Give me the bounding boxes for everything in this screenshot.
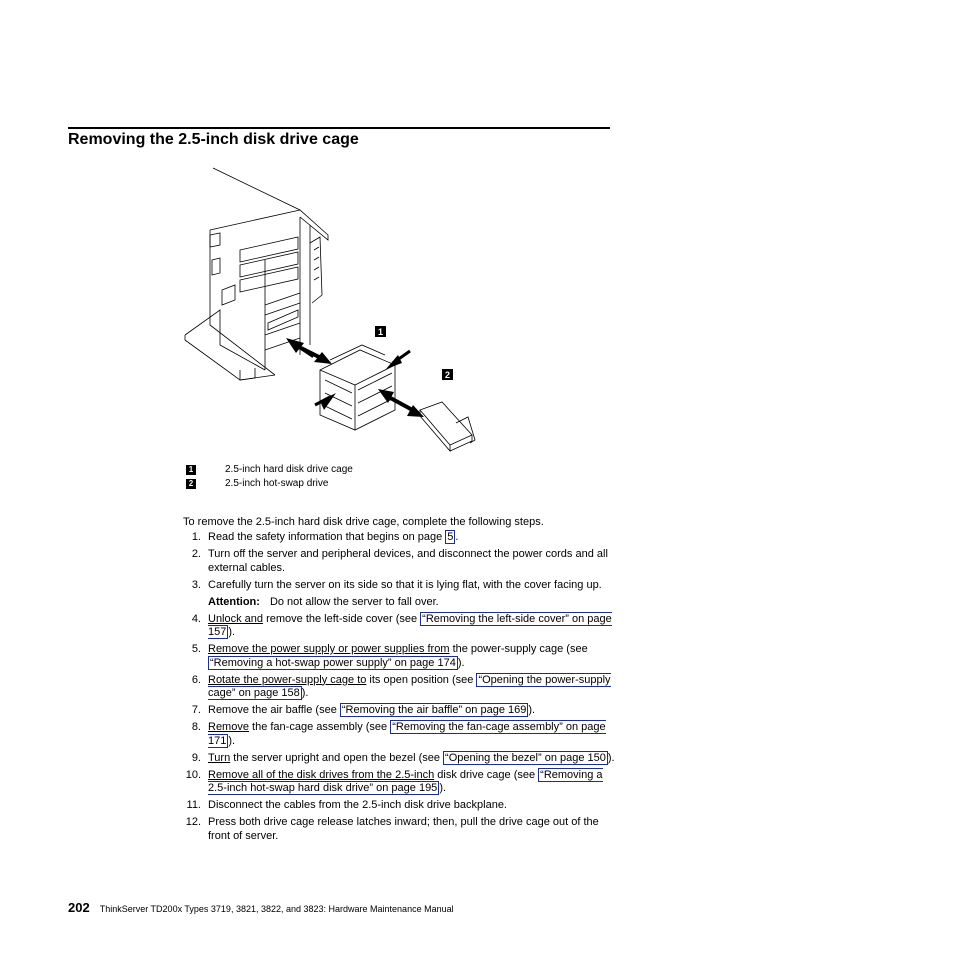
drive-cage-illustration	[180, 165, 480, 455]
step-text-underlined: Rotate the power-supply cage to	[208, 673, 367, 686]
heading-rule	[68, 127, 610, 129]
power-supply-cage-link[interactable]: “Opening the power-supply cage” on page 158	[208, 673, 611, 699]
step-text: the fan-cage assembly (see	[248, 721, 391, 733]
step-text-underlined: Remove all of the disk drives from the 2.5-inch	[208, 768, 435, 781]
step-2	[183, 548, 623, 575]
page-5-link[interactable]: 5	[447, 531, 454, 543]
step-10: 10. Remove all of the disk drives from the 2.5-inch disk drive cage (see “Removing a 2.5-inch hot-swap hard disk drive” on page 195 ).	[183, 769, 623, 796]
step-number: 5.	[191, 643, 201, 655]
step-text: its open position (see	[366, 673, 477, 686]
callout-1-label: 1	[377, 327, 384, 337]
step-number: 10.	[185, 768, 201, 781]
footer-text: ThinkServer TD200x Types 3719, 3821, 3822, and 3823: Hardware Maintenance Manual	[99, 904, 454, 914]
step-text-underlined: Remove the power supply or power supplies from	[208, 643, 450, 655]
step-text: the server upright and open the bezel (see	[230, 751, 444, 764]
step-text: Press both drive cage release latches inward; then, pull the drive cage out of the front of server.	[208, 816, 599, 842]
step-12	[183, 816, 623, 843]
attention-label: Attention:	[208, 595, 260, 608]
step-6: 6. Rotate the power-supply cage to its open position (see “Opening the power-supply cage” on page 158 ).	[183, 674, 623, 701]
step-text: Turn off the server and peripheral devices, and disconnect the power cords and all external cables.	[208, 548, 608, 574]
procedure-steps	[183, 531, 623, 847]
step-9: 9. Turn the server upright and open the bezel (see “Opening the bezel” on page 150 ).	[183, 752, 623, 766]
fan-cage-link[interactable]: “Removing the fan-cage assembly” on page 171	[208, 721, 606, 747]
step-number: 7.	[191, 704, 201, 716]
step-text: Remove the air baffle (see	[208, 704, 340, 716]
air-baffle-link[interactable]: “Removing the air baffle” on page 169	[341, 704, 527, 716]
intro-paragraph: To remove the 2.5-inch hard disk drive cage, complete the following steps.	[183, 516, 544, 528]
attention-note	[183, 596, 623, 610]
step-11	[183, 799, 623, 813]
attention-text: Do not allow the server to fall over.	[269, 595, 439, 608]
step-number: 4.	[191, 612, 201, 625]
bezel-link[interactable]: “Opening the bezel” on page 150	[445, 751, 606, 764]
step-number: 3.	[191, 578, 201, 591]
step-4: 4. Unlock and remove the left-side cover (see “Removing the left-side cover” on page 157 ).	[183, 613, 623, 640]
section-title: Removing the 2.5-inch disk drive cage	[68, 131, 359, 148]
server-drive-cage-diagram	[180, 165, 480, 455]
step-text: remove the left-side cover (see	[263, 612, 421, 625]
step-number: 1.	[191, 531, 201, 543]
hot-swap-drive-link[interactable]: “Removing a 2.5-inch hot-swap hard disk drive” on page 195	[208, 768, 603, 794]
page-footer	[68, 900, 454, 915]
left-side-cover-link[interactable]: “Removing the left-side cover” on page 157	[208, 612, 612, 638]
step-text-underlined: Turn	[208, 751, 231, 764]
step-text-underlined: Unlock and	[208, 612, 264, 625]
step-number: 2.	[191, 548, 201, 560]
step-number: 12.	[185, 816, 201, 828]
step-text: disk drive cage (see	[434, 768, 539, 781]
step-text: Carefully turn the server on its side so that it is lying flat, with the cover facing up.	[208, 578, 602, 591]
step-7: 7. Remove the air baffle (see “Removing the air baffle” on page 169 ).	[183, 704, 623, 718]
step-text: Disconnect the cables from the 2.5-inch disk drive backplane.	[208, 799, 507, 811]
step-5: 5. Remove the power supply or power supplies from the power-supply cage (see “Removing a hot-swap power supply” on page 174 ).	[183, 643, 623, 670]
step-number: 11.	[186, 799, 201, 811]
step-1: 1. Read the safety information that begins on page 5 .	[183, 531, 623, 545]
step-8: 8. Remove the fan-cage assembly (see “Removing the fan-cage assembly” on page 171 ).	[183, 721, 623, 748]
step-text: the power-supply cage (see	[449, 643, 588, 655]
legend-callout-1: 1	[186, 465, 196, 475]
callout-2-label: 2	[444, 370, 451, 380]
page-number: 202	[68, 900, 90, 915]
power-supply-link[interactable]: “Removing a hot-swap power supply” on page 174	[210, 656, 456, 669]
legend-text: 2.5-inch hard disk drive cage	[225, 464, 353, 475]
step-3	[183, 579, 623, 593]
step-number: 6.	[191, 673, 201, 686]
step-text: Read the safety information that begins on page	[208, 531, 446, 543]
legend-callout-2: 2	[186, 479, 196, 489]
step-text-underlined: Remove	[208, 721, 249, 733]
step-number: 9.	[191, 751, 201, 764]
legend-text: 2.5-inch hot-swap drive	[225, 478, 329, 489]
step-number: 8.	[191, 721, 201, 733]
